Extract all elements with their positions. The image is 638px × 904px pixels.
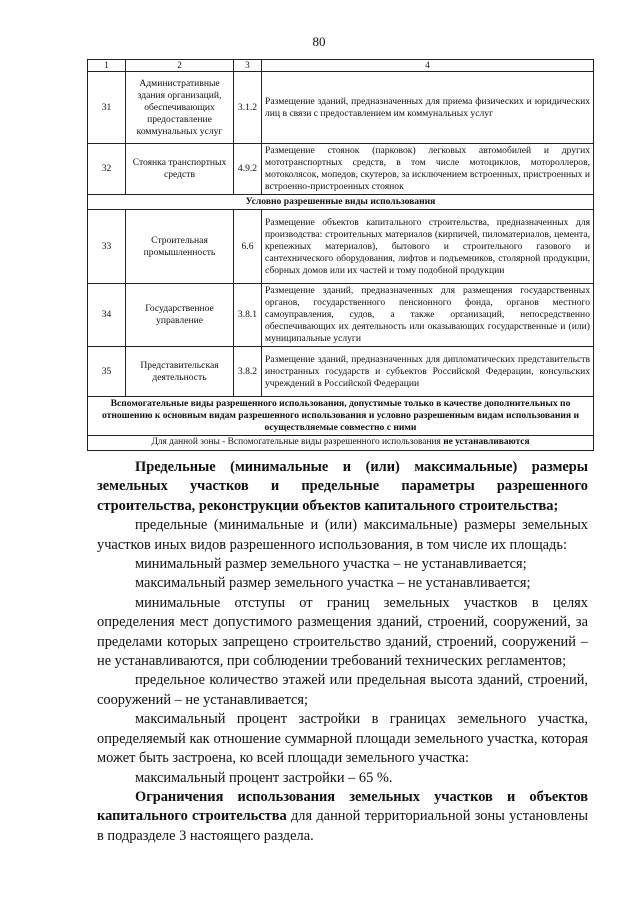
- row-number: 35: [88, 347, 126, 397]
- use-type-description: Размещение зданий, предназначенных для дипломатических представительств иностранных государств и субъектов Российской Федерации, консульских учреждений в Российской Федерации: [262, 347, 594, 397]
- section-row: [88, 397, 594, 436]
- header-cell: 4: [262, 60, 594, 72]
- section-auxiliary-title: Вспомогательные виды разрешенного использования, допустимые только в качестве дополнительных по отношению к основным видам разрешенного использования и условно разрешенным видам использования и осуществляемые совместно с ними: [88, 397, 594, 436]
- table-header-row: [88, 60, 594, 72]
- table-row: [88, 210, 594, 284]
- note-text: Для данной зоны - Вспомогательные виды разрешенного использования: [151, 437, 441, 448]
- paragraph: максимальный размер земельного участка – не устанавливается;: [135, 575, 531, 592]
- use-type-description: Размещение зданий, предназначенных для размещения государственных органов, государственного пенсионного фонда, органов местного самоуправления, судов, а также организаций, непосредственно обеспечивающих их деятельность или оказывающих государственные и (или) муниципальные услуги: [262, 284, 594, 347]
- row-number: 31: [88, 72, 126, 144]
- restrictions-paragraph: [97, 788, 588, 846]
- table-row: [88, 72, 594, 144]
- auxiliary-note: [88, 436, 594, 451]
- section-heading: Предельные (минимальные и (или) максимальные) размеры земельных участков и предельные параметры разрешенного строительства, реконструкции объектов капитального строительства;: [97, 459, 588, 514]
- restrictions-rest: для данной территориальной зоны установлены в подразделе 3 настоящего раздела.: [97, 808, 588, 844]
- header-cell: 3: [234, 60, 262, 72]
- paragraph: максимальный процент застройки в границах земельного участка, определяемый как отношение суммарной площади земельного участка, которая может быть застроена, ко всей площади земельного участка:: [97, 711, 588, 767]
- paragraph: минимальный размер земельного участка – не устанавливается;: [135, 556, 527, 573]
- use-type-code: 3.1.2: [234, 72, 262, 144]
- restrictions-bold: Ограничения использования земельных участков и объектов капитального строительства: [97, 788, 588, 825]
- header-cell: 2: [126, 60, 234, 72]
- paragraph: предельное количество этажей или предельная высота зданий, строений, сооружений – не устанавливается;: [97, 672, 588, 708]
- use-type-code: 6.6: [234, 210, 262, 284]
- note-emphasis: не устанавливаются: [443, 437, 530, 448]
- use-type-name: Государственное управление: [126, 284, 234, 347]
- use-type-description: Размещение стоянок (парковок) легковых автомобилей и других мототранспортных средств, в том числе мотоциклов, мотороллеров, мотоколясок, мопедов, скутеров, за исключением встроенных, пристроенных и встроенно-пристроенных стоянок: [262, 144, 594, 195]
- use-type-code: 4.9.2: [234, 144, 262, 195]
- row-number: 32: [88, 144, 126, 195]
- use-type-name: Стоянка транспортных средств: [126, 144, 234, 195]
- use-type-name: Административные здания организаций, обеспечивающих предоставление коммунальных услуг: [126, 72, 234, 144]
- row-number: 33: [88, 210, 126, 284]
- header-cell: 1: [88, 60, 126, 72]
- section-conditional-title: Условно разрешенные виды использования: [88, 195, 594, 210]
- use-type-description: Размещение объектов капитального строительства, предназначенных для производства: строительных материалов (кирпичей, пиломатериалов, цемента, крепежных материалов), бытового и строительного газового и сантехнического оборудования, лифтов и подъемников, столярной продукции, сборных домов или их частей и тому подобной продукции: [262, 210, 594, 284]
- use-type-name: Представительская деятельность: [126, 347, 234, 397]
- use-type-code: 3.8.1: [234, 284, 262, 347]
- paragraph: предельные (минимальные и (или) максимальные) размеры земельных участков иных видов разрешенного использования, в том числе их площадь:: [97, 517, 588, 553]
- use-type-name: Строительная промышленность: [126, 210, 234, 284]
- note-row: [88, 436, 594, 451]
- table-row: [88, 144, 594, 195]
- land-use-table: [87, 59, 594, 451]
- paragraph: максимальный процент застройки – 65 %.: [135, 769, 393, 786]
- paragraph: минимальные отступы от границ земельных участков в целях определения мест допустимого размещения зданий, строений, сооружений, за пределами которых запрещено строительство зданий, строений, сооружений – не устанавливаются, при соблюдении требований технических регламентов;: [97, 594, 588, 670]
- use-type-description: Размещение зданий, предназначенных для приема физических и юридических лиц в связи с предоставлением им коммунальных услуг: [262, 72, 594, 144]
- use-type-code: 3.8.2: [234, 347, 262, 397]
- section-row: [88, 195, 594, 210]
- table-row: [88, 347, 594, 397]
- table-row: [88, 284, 594, 347]
- page-number: 80: [312, 34, 326, 49]
- row-number: 34: [88, 284, 126, 347]
- regulations-text: [97, 458, 588, 846]
